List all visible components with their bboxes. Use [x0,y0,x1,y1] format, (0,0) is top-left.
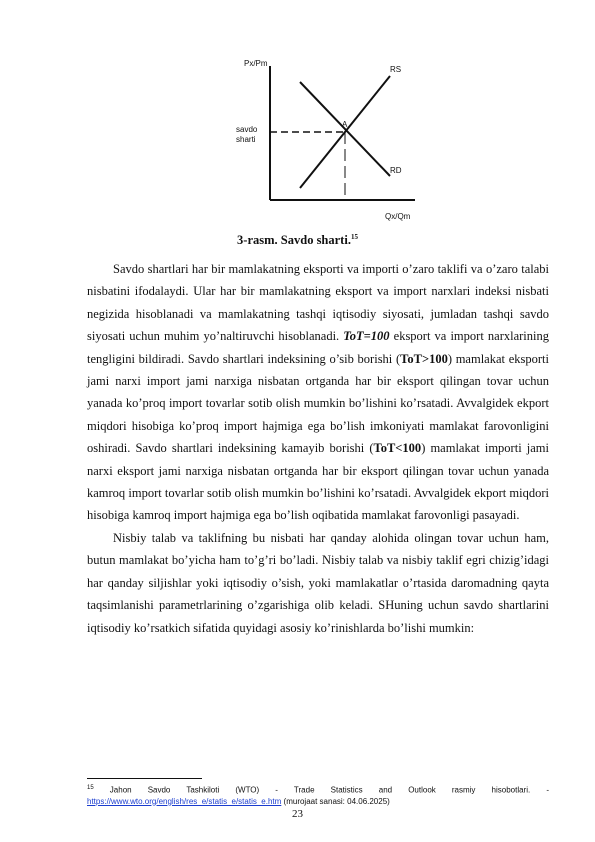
tot-term: ToT=100 [343,329,390,344]
trade-terms-figure [230,52,440,227]
y-axis-label: Px/Pm [244,59,268,68]
footnote-link[interactable]: https://www.wto.org/english/res_e/statis_e/statis_e.htm [87,796,282,806]
paragraph-2: Nisbiy talab va taklifning bu nisbati har qanday alohida olingan tovar uchun ham, butun mamlakat bo’yicha ham to’g’ri bo’ladi. Nisbiy talab va nisbiy taklif egri chizig’idagi har qanday siljishlar yoki iqtisodiy o’sish, yoki mamlakatlar o’rtasida daromadning qayta taqsimlanishi parametrlarining o’zgarishiga olib keladi. SHuning uchun savdo shartlarini iqtisodiy ko’rsatkich sifatida quyidagi asosiy ko’rinishlarda bo’lishi mumkin: [87,530,549,635]
p1-text-3: ) mamlakat eksporti jami narxi import jami narxiga nisbatan ortganda har bir eksport qilingan tovar uchun yanada ko’proq import tovarlar sotib olish mumkin bo’lishini ko’rsatadi. Avvalgidek ekport miqdori hisobiga ko’proq import hajmiga ega bo’lish imkoniyati mamlakat farovonligini oshiradi. Savdo shartlari indeksining kamayib borishi ( [87,351,549,456]
y-level-label-1: savdo [236,125,258,134]
p1-text-4: ) mamlakat importi jami narxi eksport jami narxiga nisbatan ortganda har bir eksport qilingan tovar uchun yanada kamroq import tovarlar sotib olish mumkin bo’lishini ko’rsatadi. Avvalgidek ekport miqdori hisobiga kamroq import hajmiga ega bo’lish oqibatida mamlakat farovonligi pasayadi. [87,441,549,523]
caption-text: 3-rasm. Savdo sharti. [237,233,351,248]
y-level-label-2: sharti [236,135,256,144]
footnote-text: Jahon Savdo Tashkiloti (WTO) - Trade Statistics and Outlook rasmiy hisobotlari. - [93,785,549,795]
figure-caption [0,233,595,248]
rd-label: RD [390,166,402,175]
rs-label: RS [390,65,402,74]
paragraph-1 [87,258,549,527]
caption-footnote-ref: 15 [350,233,358,241]
footnote-divider [87,778,202,779]
tot-greater-term: ToT>100 [400,351,448,366]
equilibrium-point-label: A [342,120,348,129]
p1-text-1: Savdo shartlari har bir mamlakatning eksporti va importi o’zaro taklifi va o’zaro talabi nisbatini ifodalaydi. Ular har bir mamlakatning eksport va import narxlari indeksi nisbati negizida hisoblanadi va mamlakatning tashqi iqtisodiy siyosati, jumladan tashqi savdo siyosati uchun muhim yo’naltiruvchi hisoblanadi. [87,262,549,344]
relative-supply-demand-diagram [230,52,440,227]
footnote [87,783,549,807]
body-text [87,258,549,639]
p1-text-2: eksport va import narxlarining tengligini bildiradi. Savdo shartlari indeksining o’sib borishi ( [87,329,549,366]
footnote-tail: (murojaat sanasi: 04.06.2025) [281,796,390,806]
page-number: 23 [292,808,303,820]
rd-curve [300,82,390,176]
footnote-number: 15 [87,785,94,791]
tot-less-term: ToT<100 [373,441,422,456]
x-axis-label: Qx/Qm [385,212,411,221]
